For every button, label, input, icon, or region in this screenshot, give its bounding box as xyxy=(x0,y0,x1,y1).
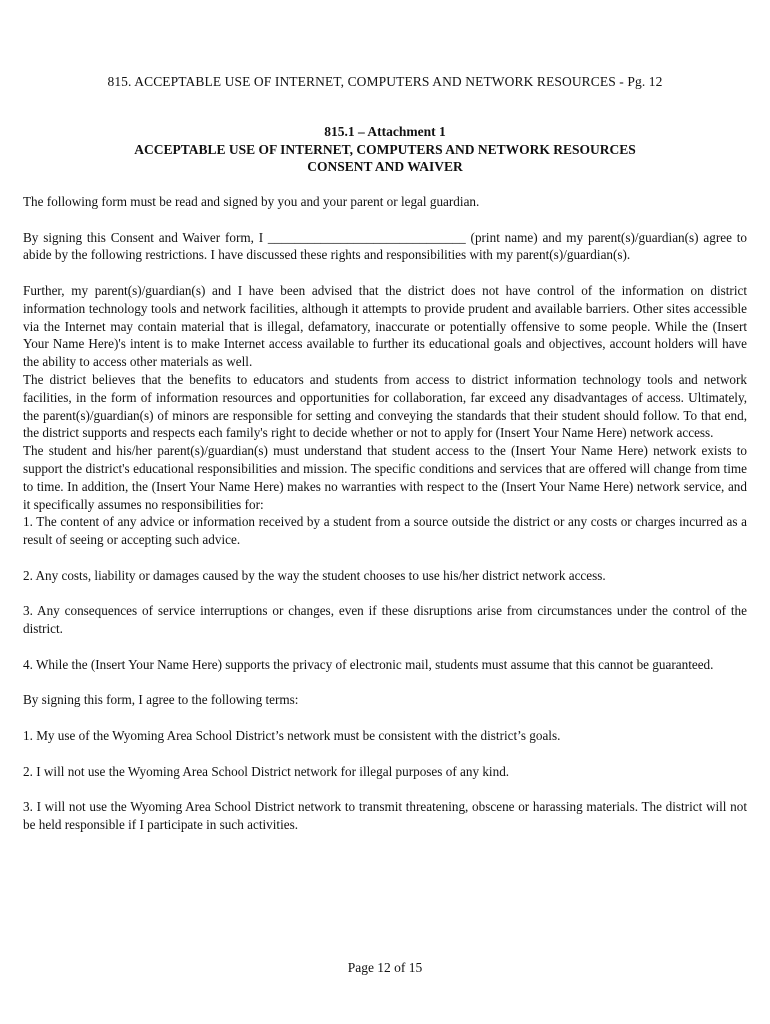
page-number: Page 12 of 15 xyxy=(347,960,423,975)
title-line-1: 815.1 – Attachment 1 xyxy=(324,124,446,139)
terms-intro: By signing this form, I agree to the following terms: xyxy=(23,692,299,708)
title-line-3: CONSENT AND WAIVER xyxy=(307,159,463,174)
term-item: 1. My use of the Wyoming Area School District’s network must be consistent with the district’s goals. xyxy=(23,727,561,743)
signing-paragraph: By signing this Consent and Waiver form, I ______________________________ (print name) and my parent(s)/guardian(s) agree to abide by the following restrictions. I have discussed these rights and responsibilities with my parent(s)/guardian(s). xyxy=(23,229,747,263)
responsibility-item: 1. The content of any advice or information received by a student from a source outside the district or any costs or charges incurred as a result of seeing or accepting such advice. xyxy=(23,514,747,548)
student-paragraph: The student and his/her parent(s)/guardian(s) must understand that student access to the (Insert Your Name Here) network exists to support the district's educational responsibilities and mission. The specific conditions and services that are offered will change from time to time. In addition, the (Insert Your Name Here) makes no warranties with respect to the (Insert Your Name Here) network service, and it specifically assumes no responsibilities for: xyxy=(23,443,747,512)
term-item: 2. I will not use the Wyoming Area School District network for illegal purposes of any kind. xyxy=(23,763,510,779)
intro-paragraph: The following form must be read and signed by you and your parent or legal guardian. xyxy=(23,194,480,209)
benefits-paragraph: The district believes that the benefits to educators and students from access to district information technology tools and network facilities, in the form of information resources and opportunities for collaboration, far exceed any disadvantages of access. Ultimately, the parent(s)/guardian(s) of minors are responsible for setting and conveying the standards that their student should follow. To that end, the district supports and respects each family's right to decide whether or not to apply for (Insert Your Name Here) network access. xyxy=(23,371,747,441)
further-paragraph: Further, my parent(s)/guardian(s) and I have been advised that the district does not have control of the information on district information technology tools and network facilities, although it attempts to provide prudent and available barriers. Other sites accessible via the Internet may contain material that is illegal, defamatory, inaccurate or potentially offensive to some people. While the (Insert Your Name Here)'s intent is to make Internet access available to further its educational goals and objectives, account holders will have the ability to access other materials as well. xyxy=(23,282,747,370)
title-line-2: ACCEPTABLE USE OF INTERNET, COMPUTERS AND NETWORK RESOURCES xyxy=(134,141,636,157)
running-header: 815. ACCEPTABLE USE OF INTERNET, COMPUTERS AND NETWORK RESOURCES - Pg. 12 xyxy=(107,74,663,89)
term-item: 3. I will not use the Wyoming Area School District network to transmit threatening, obscene or harassing materials. The district will not be held responsible if I participate in such activities. xyxy=(23,799,747,832)
responsibility-item: 3. Any consequences of service interruptions or changes, even if these disruptions arise from circumstances under the control of the district. xyxy=(23,603,747,637)
responsibility-item: 2. Any costs, liability or damages caused by the way the student chooses to use his/her district network access. xyxy=(23,567,606,583)
responsibility-item: 4. While the (Insert Your Name Here) supports the privacy of electronic mail, students must assume that this cannot be guaranteed. xyxy=(23,656,714,672)
attachment-title xyxy=(0,123,770,176)
document-body xyxy=(23,193,747,834)
